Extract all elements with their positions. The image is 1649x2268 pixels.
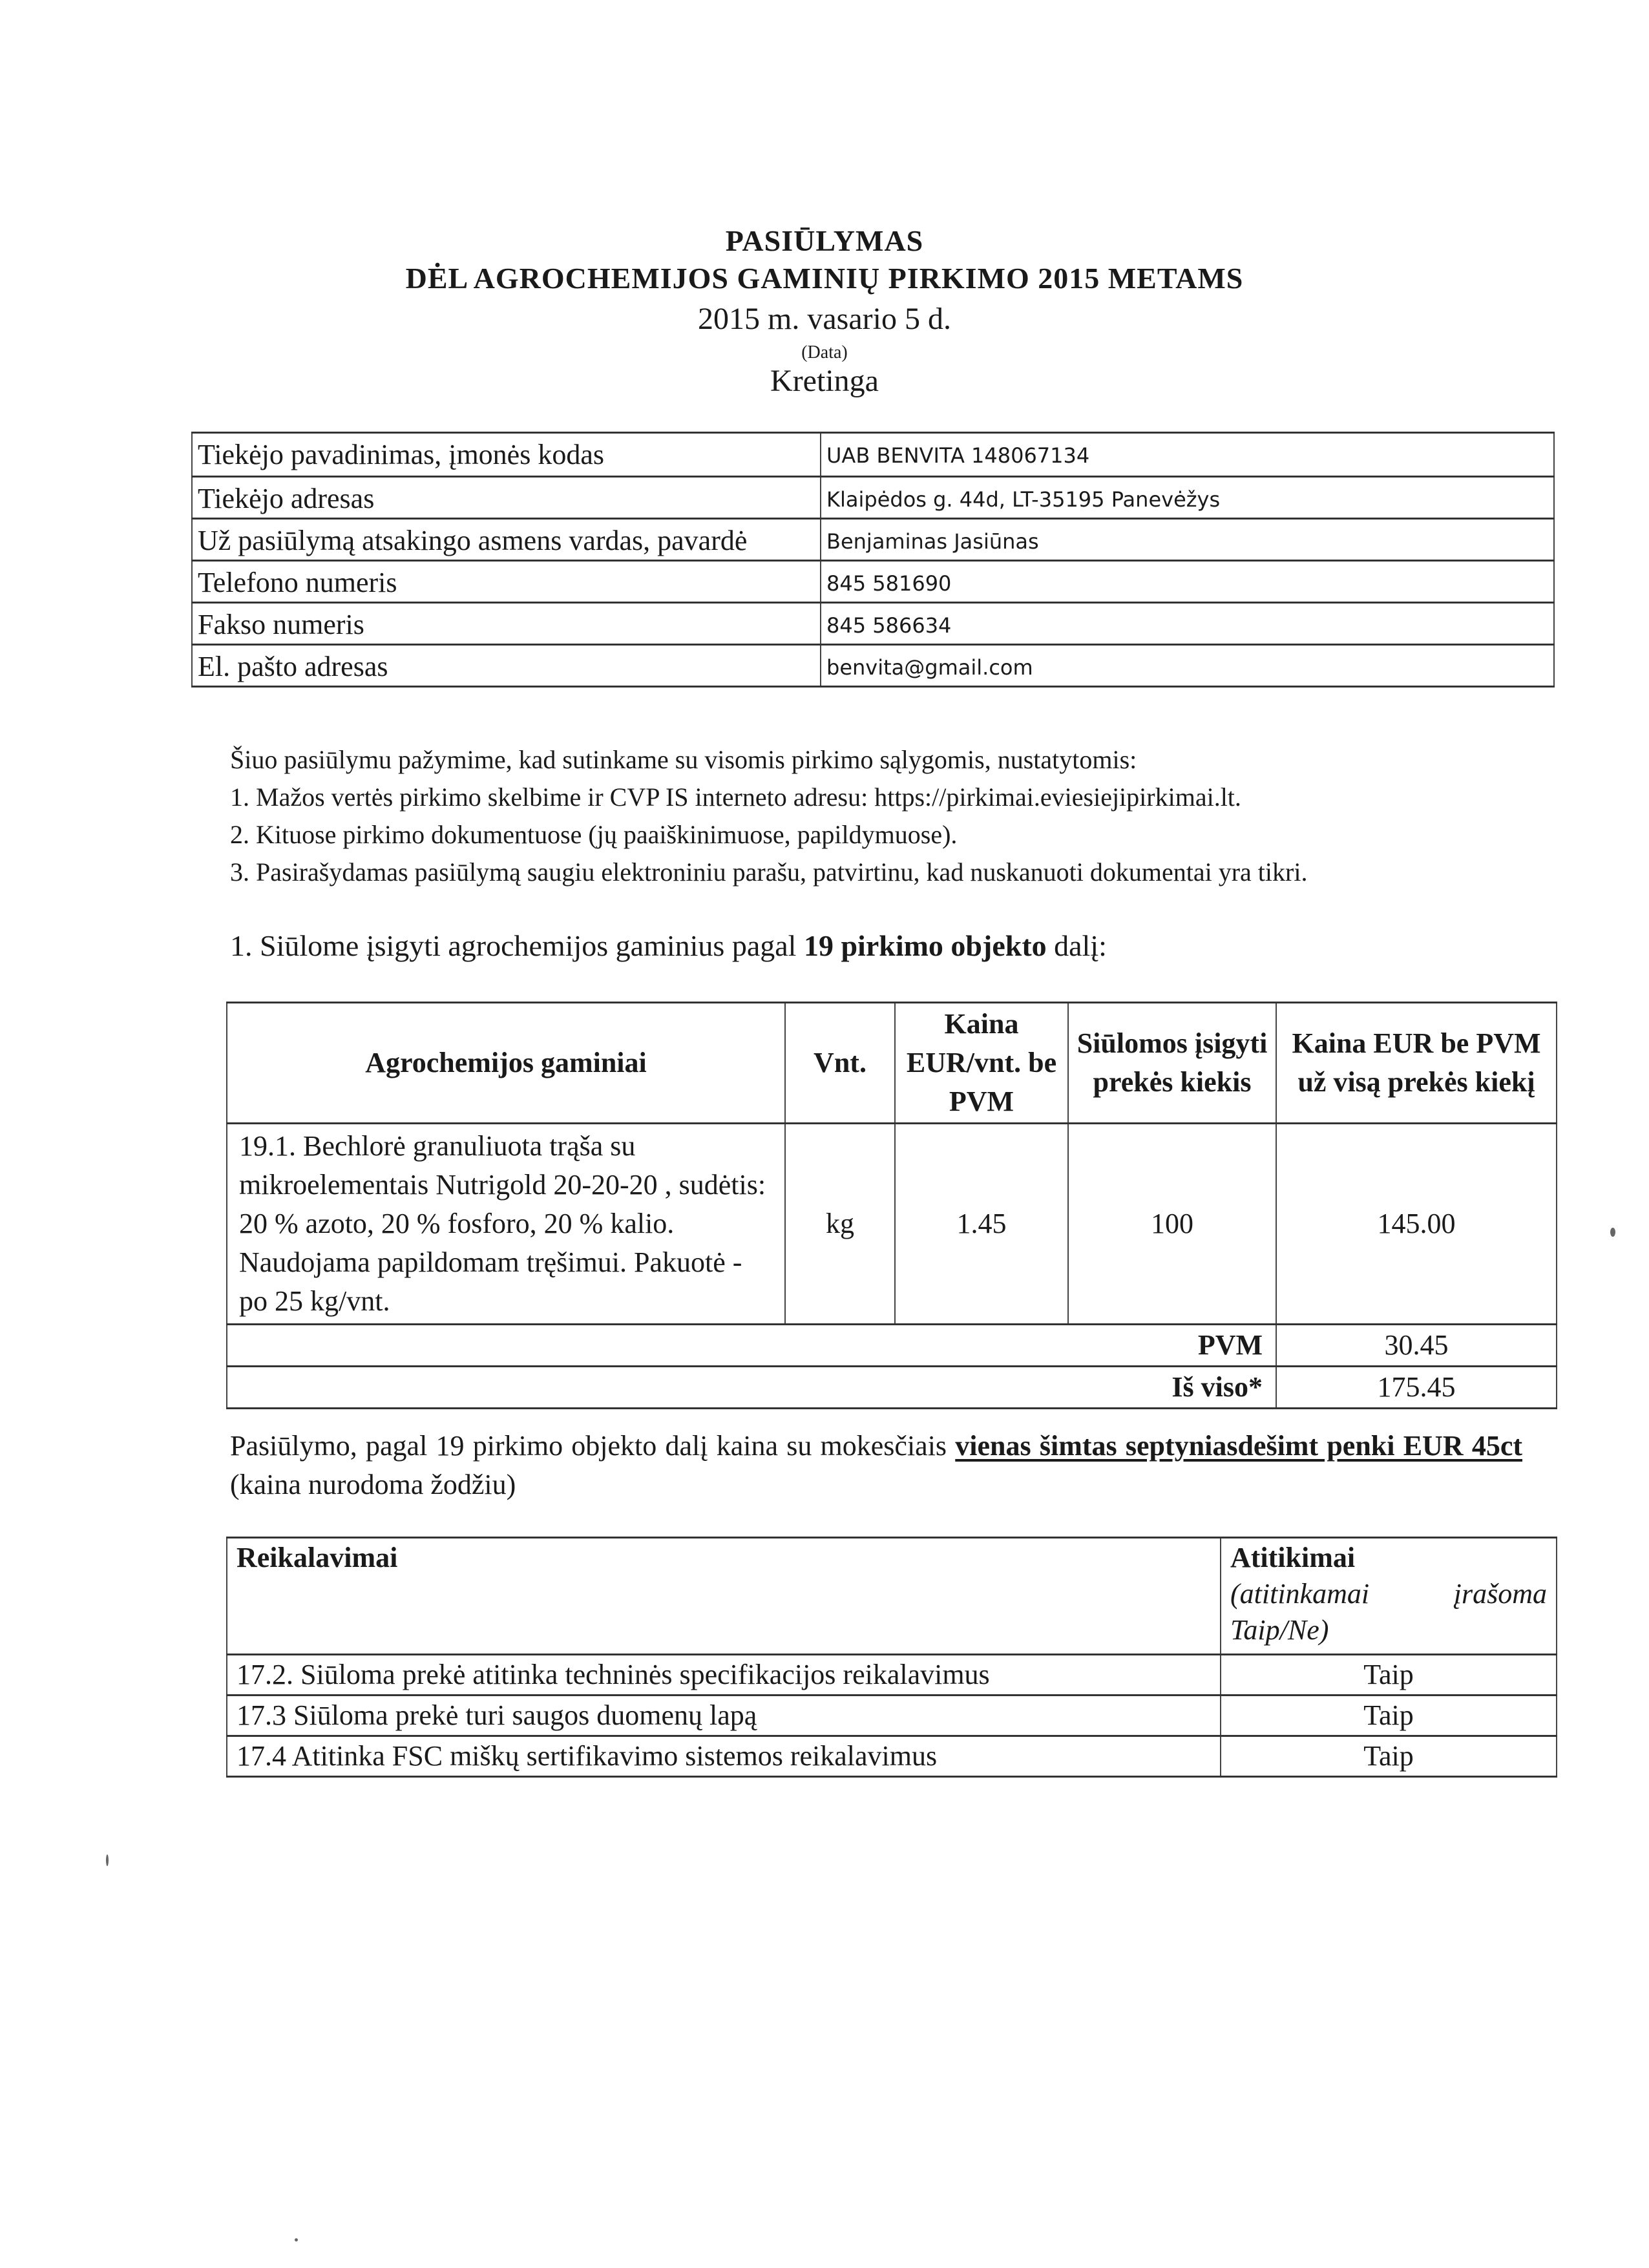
requirement-compliance: Taip <box>1221 1736 1557 1777</box>
table-row <box>227 1655 1557 1696</box>
declaration-item-2: 2. Kituose pirkimo dokumentuose (jų paaiškinimuose, papildymuose). <box>230 820 958 849</box>
requirement-compliance: Taip <box>1221 1696 1557 1736</box>
supplier-address-label: Tiekėjo adresas <box>192 477 821 519</box>
price-words-prefix: Pasiūlymo, pagal 19 pirkimo objekto dalį kaina su mokesčiais <box>230 1430 956 1462</box>
email-value: benvita@gmail.com <box>821 645 1554 687</box>
document-title: PASIŪLYMAS <box>725 224 924 257</box>
declaration-item-3: 3. Pasirašydamas pasiūlymą saugiu elektroniniu parašu, patvirtinu, kad nuskanuoti dokumentai yra tikri. <box>230 857 1308 887</box>
declaration-item-1: 1. Mažos vertės pirkimo skelbime ir CVP IS interneto adresu: https://pirkimai.eviesiejipirkimai.lt. <box>230 782 1241 812</box>
compliance-title: Atitikimai <box>1230 1542 1356 1573</box>
column-header-quantity: Siūlomos įsigyti prekės kiekis <box>1068 1003 1276 1124</box>
column-header-total: Kaina EUR be PVM už visą prekės kiekį <box>1276 1003 1557 1124</box>
scan-speck <box>1610 1228 1615 1237</box>
email-label: El. pašto adresas <box>192 645 821 687</box>
requirement-text: 17.3 Siūloma prekė turi saugos duomenų lapą <box>227 1696 1221 1736</box>
price-words-suffix: (kaina nurodoma žodžiu) <box>230 1469 516 1500</box>
table-row <box>192 603 1554 645</box>
supplier-name-value: UAB BENVITA 148067134 <box>821 433 1554 477</box>
table-header-row <box>227 1538 1557 1655</box>
date-label: (Data) <box>801 342 848 362</box>
responsible-person-value: Benjaminas Jasiūnas <box>821 519 1554 561</box>
scan-speck <box>295 2238 298 2242</box>
vat-row <box>227 1325 1557 1367</box>
fax-label: Fakso numeris <box>192 603 821 645</box>
grand-total-value: 175.45 <box>1276 1367 1557 1409</box>
column-header-unit-price: Kaina EUR/vnt. be PVM <box>895 1003 1068 1124</box>
price-words-value: vienas šimtas septyniasdešimt penki EUR 45ct <box>955 1430 1523 1462</box>
fax-value: 845 586634 <box>821 603 1554 645</box>
scan-speck <box>106 1854 109 1866</box>
requirement-text: 17.2. Siūloma prekė atitinka techninės specifikacijos reikalavimus <box>227 1655 1221 1696</box>
column-header-products: Agrochemijos gaminiai <box>227 1003 785 1124</box>
offer-intro-bold: 19 pirkimo objekto <box>803 929 1047 962</box>
product-unit: kg <box>785 1124 895 1325</box>
phone-label: Telefono numeris <box>192 561 821 603</box>
table-header-row <box>227 1003 1557 1124</box>
responsible-person-label: Už pasiūlymą atsakingo asmens vardas, pavardė <box>192 519 821 561</box>
document-place: Kretinga <box>770 364 879 398</box>
table-row <box>227 1736 1557 1777</box>
offer-intro-prefix: 1. Siūlome įsigyti agrochemijos gaminius pagal <box>230 929 804 962</box>
phone-value: 845 581690 <box>821 561 1554 603</box>
table-row <box>192 477 1554 519</box>
grand-total-row <box>227 1367 1557 1409</box>
compliance-note: (atitinkamai įrašoma Taip/Ne) <box>1230 1578 1547 1646</box>
supplier-info-table <box>191 432 1555 688</box>
table-row <box>227 1696 1557 1736</box>
product-quantity: 100 <box>1068 1124 1276 1325</box>
table-row <box>192 645 1554 687</box>
product-total: 145.00 <box>1276 1124 1557 1325</box>
requirement-text: 17.4 Atitinka FSC miškų sertifikavimo sistemos reikalavimus <box>227 1736 1221 1777</box>
grand-total-label: Iš viso* <box>227 1367 1276 1409</box>
vat-label: PVM <box>227 1325 1276 1367</box>
requirements-table <box>226 1537 1557 1778</box>
supplier-name-label: Tiekėjo pavadinimas, įmonės kodas <box>192 433 821 477</box>
products-table <box>226 1002 1557 1409</box>
offer-intro <box>230 928 1107 964</box>
column-header-requirements: Reikalavimai <box>227 1538 1221 1655</box>
table-row <box>192 561 1554 603</box>
product-unit-price: 1.45 <box>895 1124 1068 1325</box>
product-description: 19.1. Bechlorė granuliuota trąša su mikroelementais Nutrigold 20-20-20 , sudėtis: 20 % azoto, 20 % fosforo, 20 % kalio. Naudojama papildomam tręšimui. Pakuotė - po 25 kg/vnt. <box>227 1124 785 1325</box>
table-row <box>192 519 1554 561</box>
column-header-compliance <box>1221 1538 1557 1655</box>
requirement-compliance: Taip <box>1221 1655 1557 1696</box>
declaration-intro: Šiuo pasiūlymu pažymime, kad sutinkame su visomis pirkimo sąlygomis, nustatytomis: <box>230 745 1137 774</box>
price-in-words <box>230 1427 1522 1504</box>
table-row <box>227 1124 1557 1325</box>
vat-value: 30.45 <box>1276 1325 1557 1367</box>
document-date: 2015 m. vasario 5 d. <box>698 302 951 336</box>
column-header-unit: Vnt. <box>785 1003 895 1124</box>
table-row <box>192 433 1554 477</box>
document-subtitle: DĖL AGROCHEMIJOS GAMINIŲ PIRKIMO 2015 METAMS <box>405 262 1244 295</box>
supplier-address-value: Klaipėdos g. 44d, LT-35195 Panevėžys <box>821 477 1554 519</box>
offer-intro-suffix: dalį: <box>1046 929 1107 962</box>
